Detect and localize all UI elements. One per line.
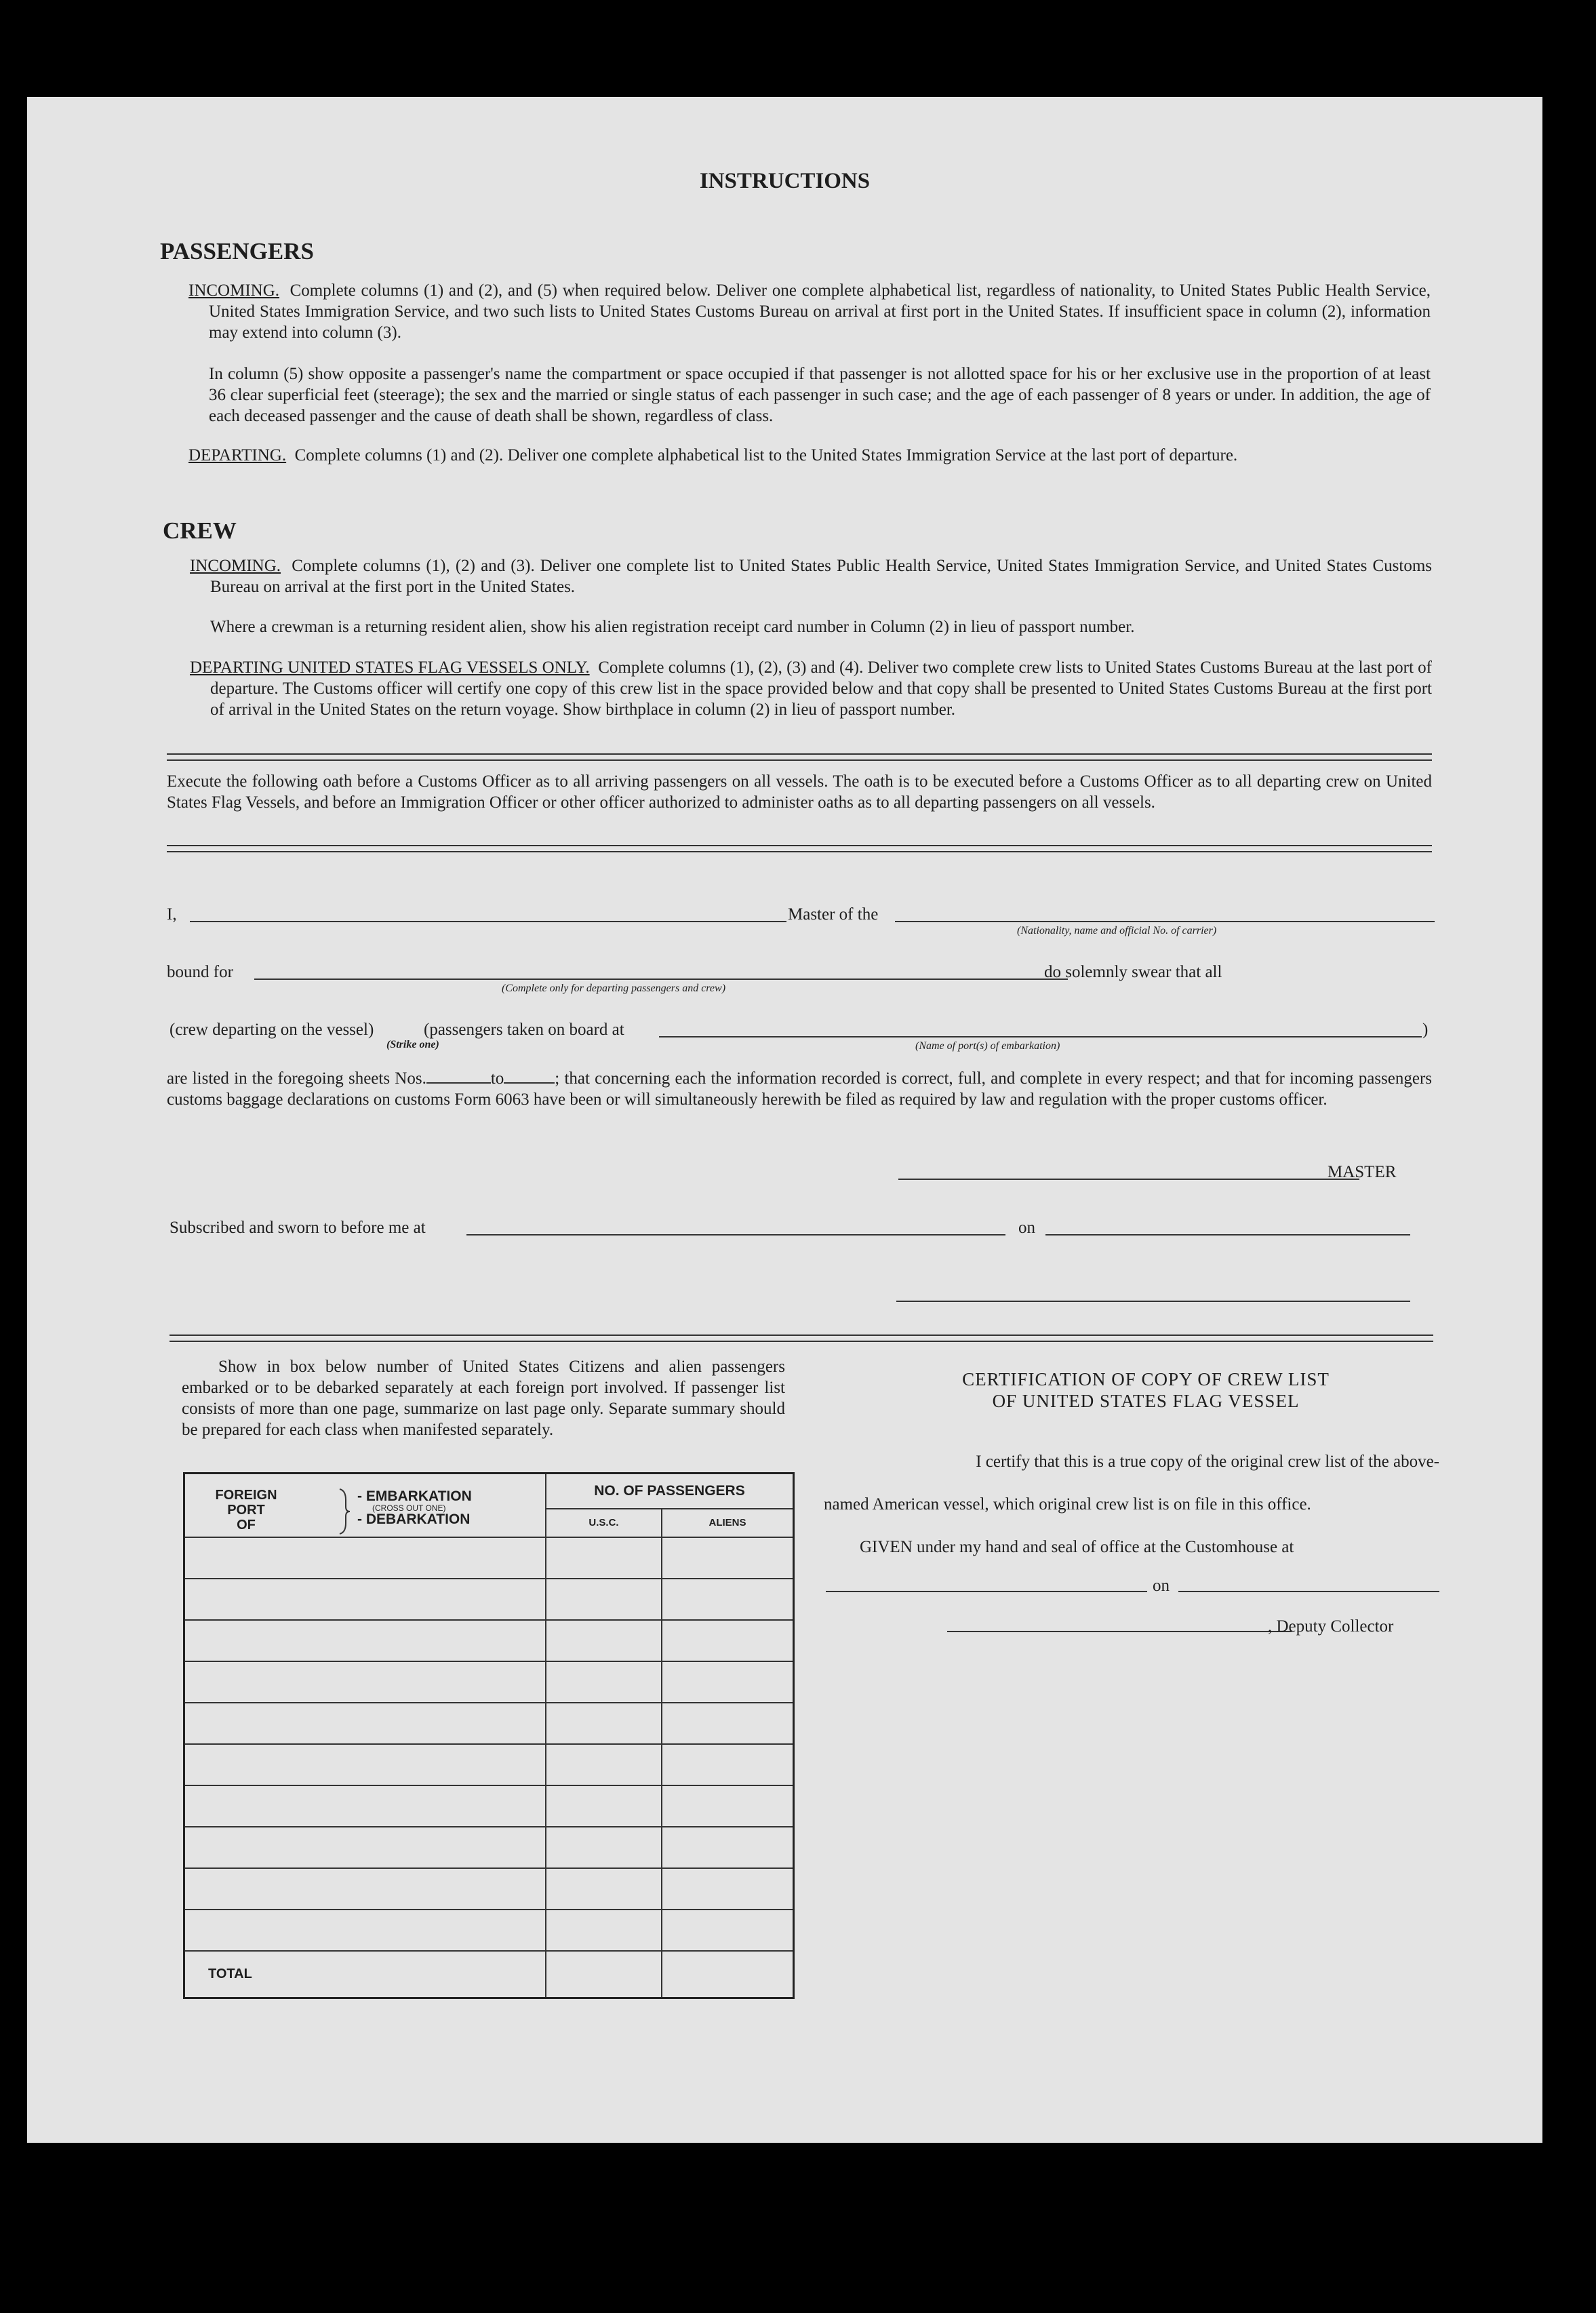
crew-incoming-label: INCOMING.	[190, 557, 281, 575]
header-foreign-port	[184, 1474, 546, 1537]
section-divider	[167, 753, 1432, 761]
subscribed-label: Subscribed and sworn to before me at	[169, 1219, 426, 1237]
table-row	[184, 1785, 794, 1827]
certification-title	[841, 1368, 1451, 1412]
aliens-cell[interactable]	[662, 1703, 794, 1744]
aliens-cell[interactable]	[662, 1827, 794, 1868]
crew-departing-label: DEPARTING UNITED STATES FLAG VESSELS ONLY.	[190, 658, 590, 677]
total-row	[184, 1951, 794, 1998]
passengers-heading: PASSENGERS	[160, 238, 314, 264]
certification-line1: I certify that this is a true copy of the original crew list of the above-	[976, 1452, 1439, 1471]
embarkation-option: - EMBARKATION	[357, 1488, 472, 1504]
oath-i-label: I,	[167, 905, 177, 924]
port-label: PORT	[227, 1503, 265, 1518]
bound-for-field[interactable]	[254, 978, 1068, 980]
crew-departing-text: Complete columns (1), (2), (3) and (4). Deliver two complete crew lists to United States Customs Bureau at the last port of departure. The Customs officer will certify one copy of this crew list in the space provided below and that copy shall be presented to United States Customs Bureau at the first port of arrival in the United States on the return voyage. Show birthplace in column (2) in lieu of passport number.	[210, 658, 1433, 719]
usc-cell[interactable]	[546, 1785, 662, 1827]
table-row	[184, 1910, 794, 1951]
port-caption: (Name of port(s) of embarkation)	[915, 1040, 1060, 1052]
certification-line3: GIVEN under my hand and seal of office at the Customhouse at	[860, 1538, 1294, 1556]
table-row	[184, 1868, 794, 1910]
crew-departing-option: (crew departing on the vessel)	[169, 1021, 374, 1039]
officer-signature-field[interactable]	[896, 1301, 1410, 1302]
certification-title-line1: CERTIFICATION OF COPY OF CREW LIST	[962, 1369, 1330, 1389]
deputy-collector-signature-field[interactable]	[947, 1631, 1292, 1632]
brace-icon	[338, 1488, 351, 1535]
passengers-incoming-text: Complete columns (1) and (2), and (5) when required below. Deliver one complete alphabetical list, regardless of nationality, to United States Public Health Service, United States Immigration Service, and two such lists to United States Customs Bureau on arrival at first port in the United States. If insufficient space in column (2), information may extend into column (3).	[209, 281, 1431, 342]
usc-cell[interactable]	[546, 1579, 662, 1620]
port-cell[interactable]	[184, 1537, 546, 1579]
swear-label: do solemnly swear that all	[1044, 963, 1222, 981]
aliens-cell[interactable]	[662, 1785, 794, 1827]
strike-one-caption: (Strike one)	[386, 1039, 439, 1050]
port-cell[interactable]	[184, 1868, 546, 1910]
usc-cell[interactable]	[546, 1537, 662, 1579]
crew-incoming-paragraph	[190, 555, 1432, 597]
passengers-incoming-label: INCOMING.	[188, 281, 280, 300]
total-label: TOTAL	[184, 1951, 546, 1998]
total-usc-cell[interactable]	[546, 1951, 662, 1998]
sworn-on-label: on	[1018, 1219, 1035, 1237]
carrier-caption: (Nationality, name and official No. of carrier)	[1017, 925, 1217, 936]
header-no-of-passengers: NO. OF PASSENGERS	[546, 1474, 794, 1509]
master-of-label: Master of the	[788, 905, 879, 924]
usc-cell[interactable]	[546, 1827, 662, 1868]
certification-on-label: on	[1153, 1577, 1170, 1595]
usc-cell[interactable]	[546, 1620, 662, 1661]
listed-paragraph	[167, 1068, 1432, 1110]
passengers-departing-paragraph	[188, 445, 1431, 466]
master-label: MASTER	[1328, 1163, 1397, 1181]
crew-heading: CREW	[163, 517, 237, 544]
table-row	[184, 1703, 794, 1744]
deputy-collector-label: , Deputy Collector	[1268, 1617, 1394, 1636]
customhouse-field[interactable]	[826, 1591, 1147, 1592]
sheet-to-field[interactable]	[504, 1082, 555, 1084]
passengers-incoming-paragraph	[188, 280, 1431, 343]
port-cell[interactable]	[184, 1785, 546, 1827]
usc-cell[interactable]	[546, 1744, 662, 1785]
passengers-departing-text: Complete columns (1) and (2). Deliver one complete alphabetical list to the United States Immigration Service at the last port of departure.	[294, 446, 1238, 464]
to-label: to	[490, 1069, 504, 1088]
port-cell[interactable]	[184, 1579, 546, 1620]
foreign-label: FOREIGN	[215, 1488, 277, 1503]
sworn-date-field[interactable]	[1045, 1234, 1410, 1235]
crew-incoming-text: Complete columns (1), (2) and (3). Deliver one complete list to United States Public Health Service, United States Immigration Service, and United States Customs Bureau on arrival at the first port in the United States.	[210, 557, 1433, 596]
port-cell[interactable]	[184, 1703, 546, 1744]
section-divider	[167, 845, 1432, 852]
aliens-cell[interactable]	[662, 1910, 794, 1951]
listed-prefix: are listed in the foregoing sheets Nos.	[167, 1069, 426, 1088]
table-row	[184, 1827, 794, 1868]
form-page	[27, 97, 1542, 2143]
aliens-cell[interactable]	[662, 1579, 794, 1620]
table-row	[184, 1744, 794, 1785]
header-usc: U.S.C.	[546, 1509, 662, 1537]
port-cell[interactable]	[184, 1744, 546, 1785]
usc-cell[interactable]	[546, 1868, 662, 1910]
master-name-field[interactable]	[190, 921, 786, 922]
cross-out-caption: (CROSS OUT ONE)	[372, 1503, 446, 1513]
of-label: OF	[237, 1518, 256, 1533]
usc-cell[interactable]	[546, 1910, 662, 1951]
port-cell[interactable]	[184, 1661, 546, 1703]
passengers-departing-label: DEPARTING.	[188, 446, 287, 464]
usc-cell[interactable]	[546, 1661, 662, 1703]
aliens-cell[interactable]	[662, 1868, 794, 1910]
table-row	[184, 1620, 794, 1661]
usc-cell[interactable]	[546, 1703, 662, 1744]
master-signature-field[interactable]	[898, 1179, 1359, 1180]
page-title: INSTRUCTIONS	[699, 169, 871, 193]
passenger-summary-table	[183, 1472, 795, 1999]
embarkation-port-field[interactable]	[659, 1036, 1422, 1037]
crew-departing-paragraph	[190, 657, 1432, 720]
carrier-field[interactable]	[895, 921, 1435, 922]
close-paren: )	[1422, 1021, 1429, 1039]
passengers-column5-paragraph: In column (5) show opposite a passenger's name the compartment or space occupied if that passenger is not allotted space for his or her exclusive use in the proportion of at least 36 clear superficial feet (steerage); the sex and the married or single status of each passenger in such case; and the age of each passenger of 8 years or under. In addition, the age of each deceased passenger and the cause of death shall be shown, regardless of class.	[209, 365, 1431, 425]
bound-caption: (Complete only for departing passengers and crew)	[502, 983, 726, 994]
port-cell[interactable]	[184, 1620, 546, 1661]
table-row	[184, 1661, 794, 1703]
sworn-place-field[interactable]	[466, 1234, 1005, 1235]
aliens-cell[interactable]	[662, 1744, 794, 1785]
oath-intro: Execute the following oath before a Customs Officer as to all arriving passengers on all vessels. The oath is to be executed before a Customs Officer as to all departing crew on United States Flag Vessels, and before an Immigration Officer or other officer authorized to administer oaths as to all departing passengers on all vessels.	[167, 772, 1432, 812]
aliens-cell[interactable]	[662, 1537, 794, 1579]
aliens-cell[interactable]	[662, 1661, 794, 1703]
crew-resident-paragraph: Where a crewman is a returning resident alien, show his alien registration receipt card number in Column (2) in lieu of passport number.	[210, 618, 1135, 636]
section-divider	[169, 1335, 1433, 1342]
certification-title-line2: OF UNITED STATES FLAG VESSEL	[992, 1391, 1300, 1411]
bound-for-label: bound for	[167, 963, 233, 981]
sheet-from-field[interactable]	[426, 1082, 491, 1084]
table-row	[184, 1537, 794, 1579]
passengers-taken-option: (passengers taken on board at	[424, 1021, 624, 1039]
header-aliens: ALIENS	[662, 1509, 794, 1537]
certification-line2: named American vessel, which original crew list is on file in this office.	[824, 1495, 1311, 1514]
certification-date-field[interactable]	[1178, 1591, 1439, 1592]
summary-instructions: Show in box below number of United States Citizens and alien passengers embarked or to be debarked separately at each foreign port involved. If passenger list consists of more than one page, summarize on last page only. Separate summary should be prepared for each class when manifested separately.	[182, 1358, 785, 1439]
aliens-cell[interactable]	[662, 1620, 794, 1661]
total-aliens-cell[interactable]	[662, 1951, 794, 1998]
port-cell[interactable]	[184, 1910, 546, 1951]
listed-rest: ; that concerning each the information recorded is correct, full, and complete in every respect; and that for incoming passengers customs baggage declarations on customs Form 6063 have been or will simultaneously herewith be filed as required by law and regulation with the proper customs officer.	[167, 1069, 1432, 1109]
debarkation-option: - DEBARKATION	[357, 1511, 471, 1527]
port-cell[interactable]	[184, 1827, 546, 1868]
table-row	[184, 1579, 794, 1620]
